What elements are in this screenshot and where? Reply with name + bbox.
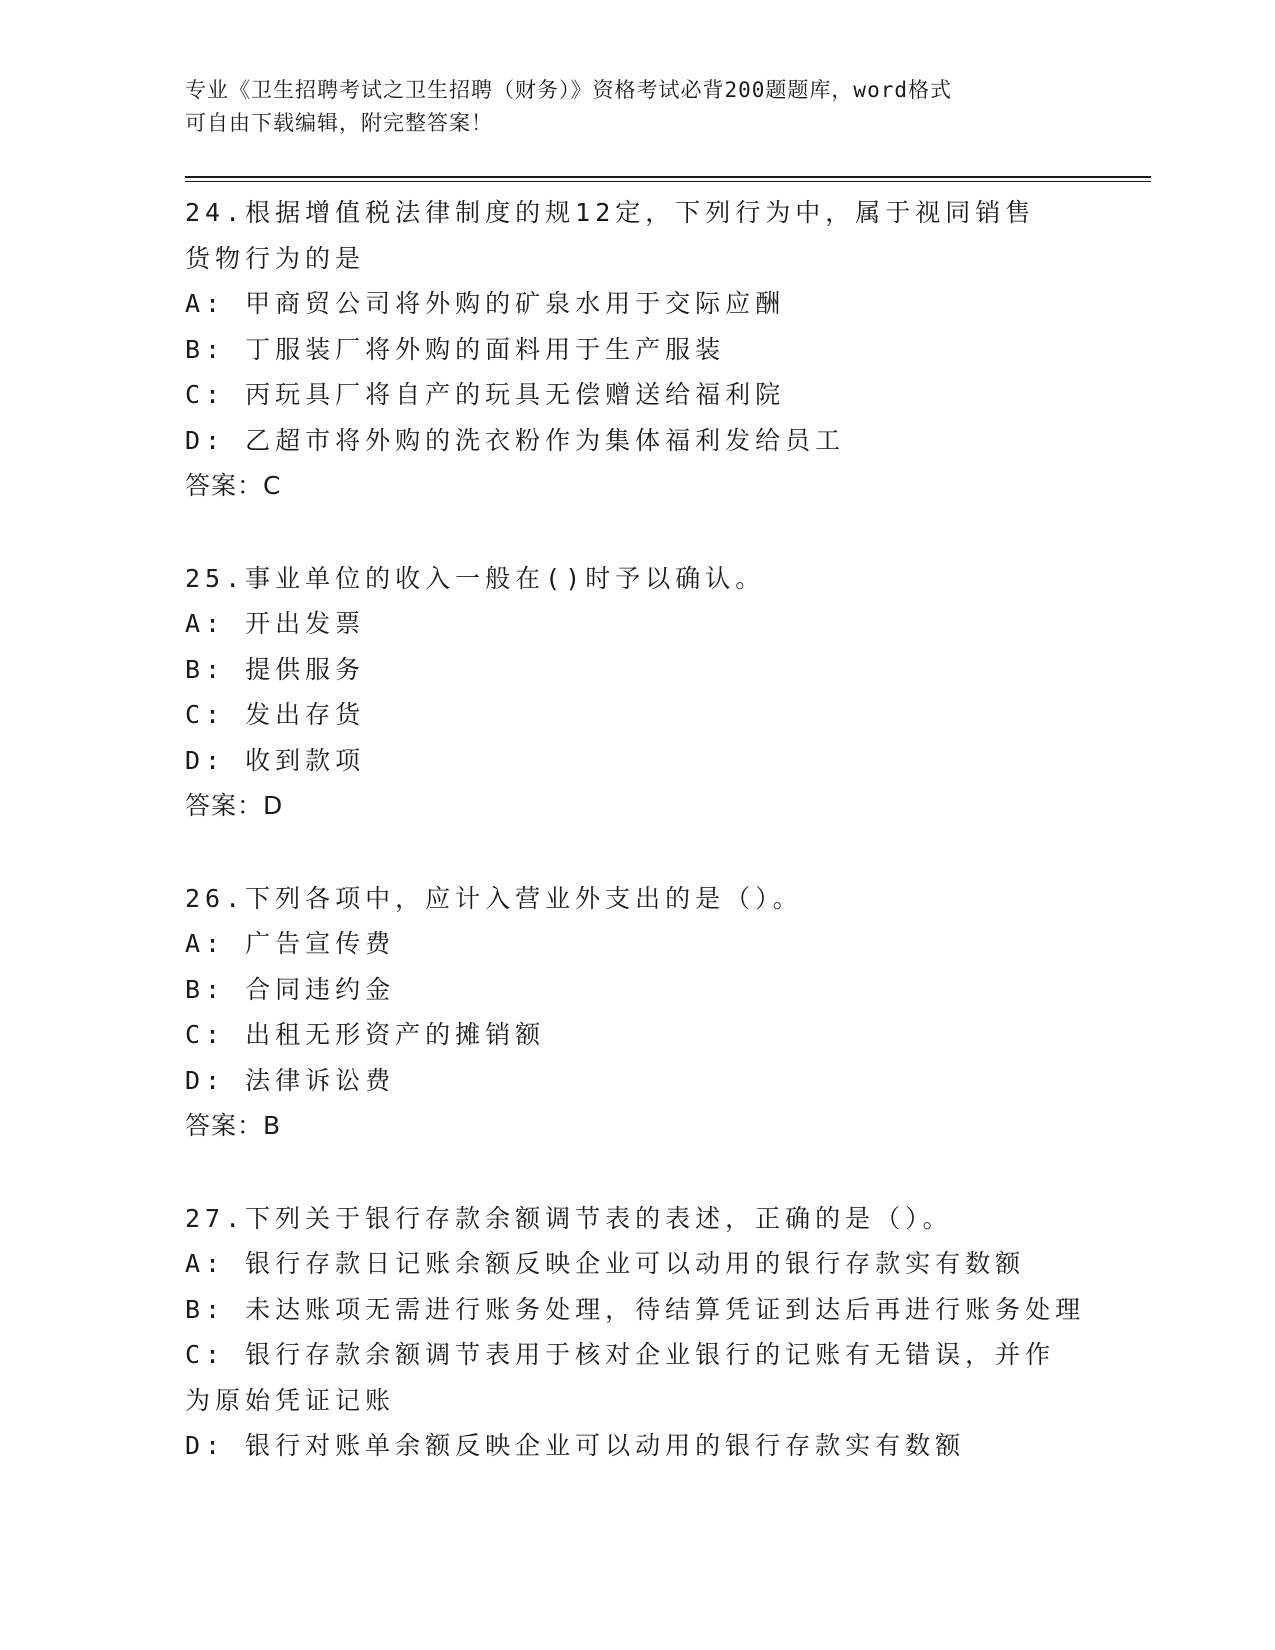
header-divider-thick <box>185 176 1151 178</box>
option-c: C: 银行存款余额调节表用于核对企业银行的记账有无错误，并作为原始凭证记账 <box>185 1340 1056 1415</box>
option-d: D: 收到款项 <box>185 745 366 775</box>
option-d: D: 银行对账单余额反映企业可以动用的银行存款实有数额 <box>185 1431 966 1460</box>
header-divider-thin <box>185 181 1151 182</box>
option-b: B: 合同违约金 <box>185 974 396 1004</box>
option-b: B: 未达账项无需进行账务处理，待结算凭证到达后再进行账务处理 <box>185 1294 1086 1324</box>
option-a: A: 甲商贸公司将外购的矿泉水用于交际应酬 <box>185 289 786 318</box>
question-25 <box>185 556 1085 829</box>
header-title-line2: 可自由下载编辑，附完整答案！ <box>185 111 493 135</box>
option-c: C: 出租无形资产的摊销额 <box>185 1020 546 1049</box>
question-stem: 24.根据增值税法律制度的规12定，下列行为中，属于视同销售货物行为的是 <box>185 198 1036 273</box>
header-title-line1: 专业《卫生招聘考试之卫生招聘（财务）》资格考试必背200题题库，word格式 <box>185 78 952 102</box>
option-a: A: 广告宣传费 <box>185 929 396 958</box>
option-a: A: 开出发票 <box>185 609 366 638</box>
answer-label: 答案：C <box>185 471 282 500</box>
question-27 <box>185 1196 1085 1469</box>
answer-label: 答案：B <box>185 1111 282 1140</box>
option-c: C: 发出存货 <box>185 700 366 729</box>
option-c: C: 丙玩具厂将自产的玩具无偿赠送给福利院 <box>185 380 786 409</box>
option-d: D: 法律诉讼费 <box>185 1065 396 1095</box>
question-26 <box>185 876 1085 1149</box>
option-a: A: 银行存款日记账余额反映企业可以动用的银行存款实有数额 <box>185 1249 1026 1278</box>
option-d: D: 乙超市将外购的洗衣粉作为集体福利发给员工 <box>185 425 846 455</box>
option-b: B: 提供服务 <box>185 654 366 684</box>
option-b: B: 丁服装厂将外购的面料用于生产服装 <box>185 334 726 364</box>
question-stem: 27.下列关于银行存款余额调节表的表述，正确的是（）。 <box>185 1203 953 1233</box>
question-list <box>185 190 1085 1516</box>
answer-label: 答案：D <box>185 791 284 820</box>
question-stem: 25.事业单位的收入一般在()时予以确认。 <box>185 563 766 593</box>
question-24 <box>185 190 1085 509</box>
document-header <box>185 74 1085 140</box>
question-stem: 26.下列各项中，应计入营业外支出的是（）。 <box>185 883 803 913</box>
